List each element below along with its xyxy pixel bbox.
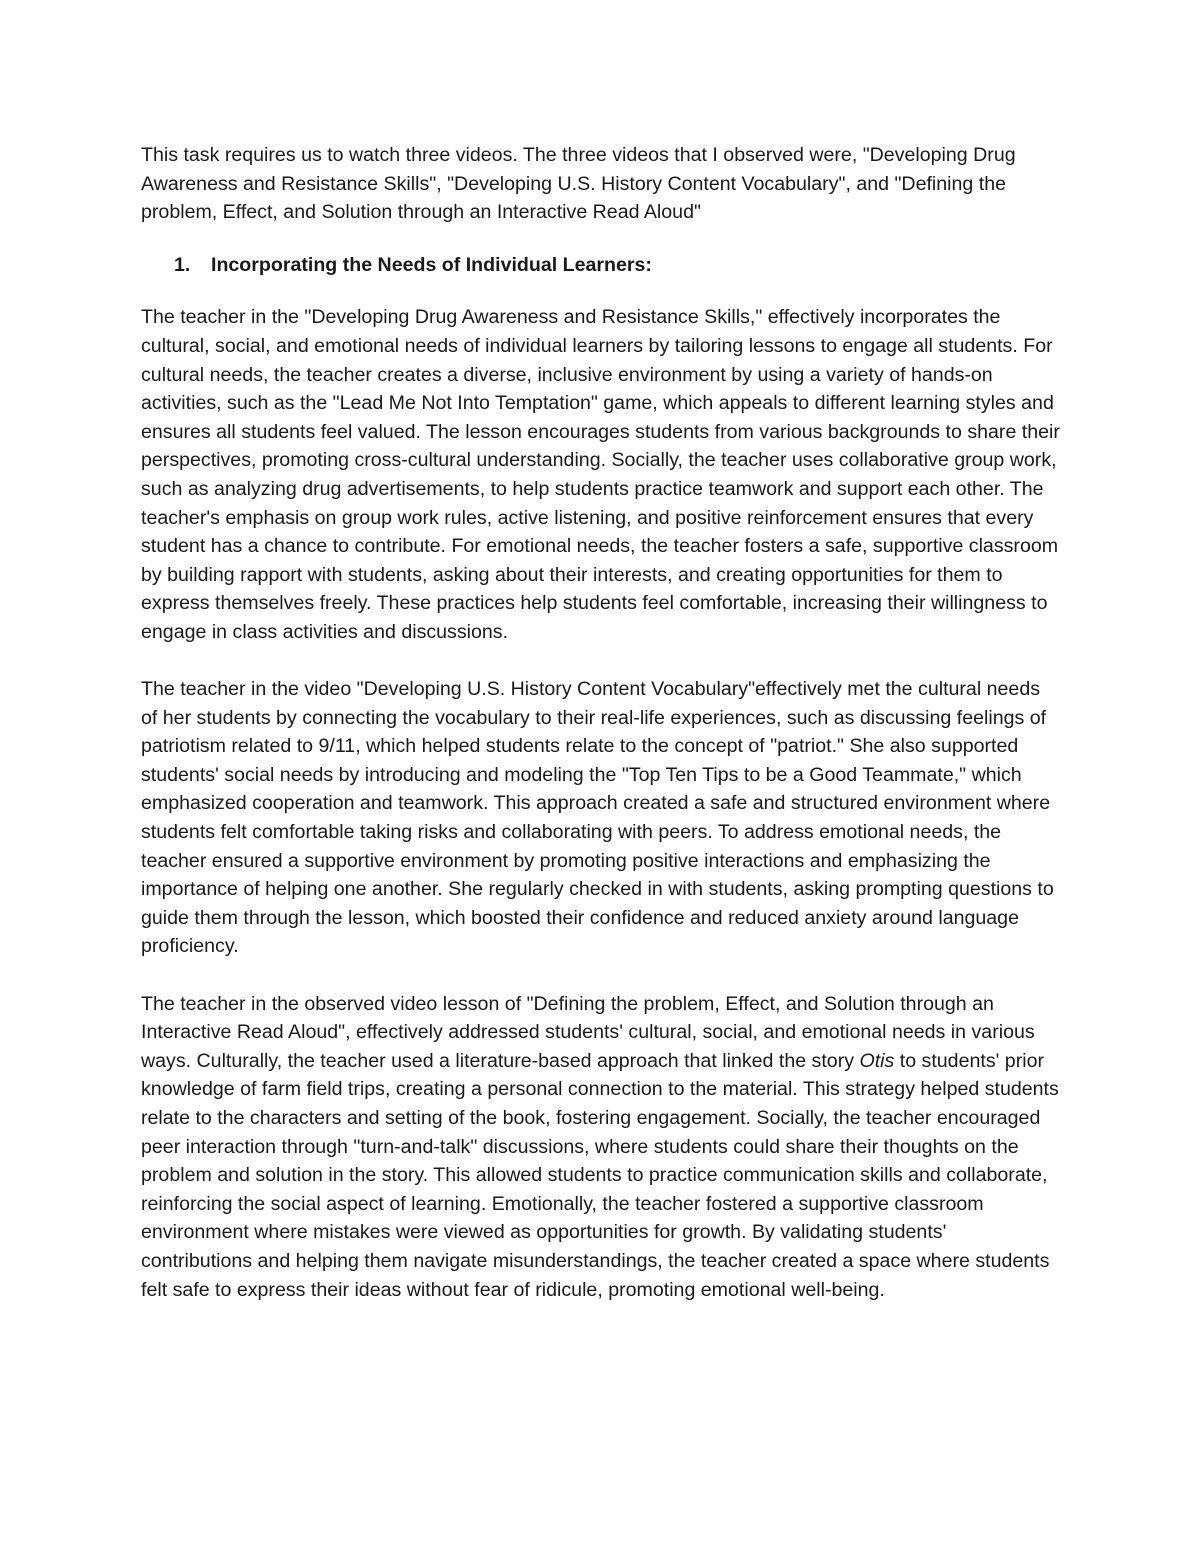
section-title: Incorporating the Needs of Individual Learners: — [211, 253, 652, 276]
body-paragraph-drug-awareness: The teacher in the "Developing Drug Awareness and Resistance Skills," effectively incorporates the cultural, social, and emotional needs of individual learners by tailoring lessons to engage all students. For cultural needs, the teacher creates a diverse, inclusive environment by using a variety of hands-on activities, such as the "Lead Me Not Into Temptation" game, which appeals to different learning styles and ensures all students feel valued. The lesson encourages students from various backgrounds to share their perspectives, promoting cross-cultural understanding. Socially, the teacher uses collaborative group work, such as analyzing drug advertisements, to help students practice teamwork and support each other. The teacher's emphasis on group work rules, active listening, and positive reinforcement ensures that every student has a chance to contribute. For emotional needs, the teacher fosters a safe, supportive classroom by building rapport with students, asking about their interests, and creating opportunities for them to express themselves freely. These practices help students feel comfortable, increasing their willingness to engage in class activities and discussions. — [141, 306, 1060, 643]
intro-paragraph: This task requires us to watch three videos. The three videos that I observed were, "Developing Drug Awareness and Resistance Skills", "Developing U.S. History Content Vocabulary", and "Defining the problem, Effect, and Solution through an Interactive Read Aloud" — [141, 144, 1016, 224]
section-number: 1. — [174, 253, 191, 276]
read-aloud-text-start: The teacher in the observed video lesson of "Defining the problem, Effect, and Solution through an Interactive Read Aloud", effectively addressed students' cultural, social, and emotional needs in various ways. Culturally, the teacher used a literature-based approach that linked the story — [141, 992, 1035, 1072]
document-page — [141, 141, 1061, 1304]
body-paragraph-history-vocabulary: The teacher in the video "Developing U.S. History Content Vocabulary"effectively met the cultural needs of her students by connecting the vocabulary to their real-life experiences, such as discussing feelings of patriotism related to 9/11, which helped students relate to the concept of "patriot." She also supported students' social needs by introducing and modeling the "Top Ten Tips to be a Good Teammate," which emphasized cooperation and teamwork. This approach created a safe and structured environment where students felt comfortable taking risks and collaborating with peers. To address emotional needs, the teacher ensured a supportive environment by promoting positive interactions and emphasizing the importance of helping one another. She regularly checked in with students, asking prompting questions to guide them through the lesson, which boosted their confidence and reduced anxiety around language proficiency. — [141, 678, 1054, 958]
body-paragraph-read-aloud — [141, 990, 1061, 1305]
read-aloud-text-end: to students' prior knowledge of farm field trips, creating a personal connection to the material. This strategy helped students relate to the characters and setting of the book, fostering engagement. Socially, the teacher encouraged peer interaction through "turn-and-talk" discussions, where students could share their thoughts on the problem and solution in the story. This allowed students to practice communication skills and collaborate, reinforcing the social aspect of learning. Emotionally, the teacher fostered a supportive classroom environment where mistakes were viewed as opportunities for growth. By validating students' contributions and helping them navigate misunderstandings, the teacher created a space where students felt safe to express their ideas without fear of ridicule, promoting emotional well-being. — [141, 1049, 1059, 1301]
book-title-otis: Otis — [859, 1049, 895, 1072]
section-heading — [141, 251, 1061, 280]
